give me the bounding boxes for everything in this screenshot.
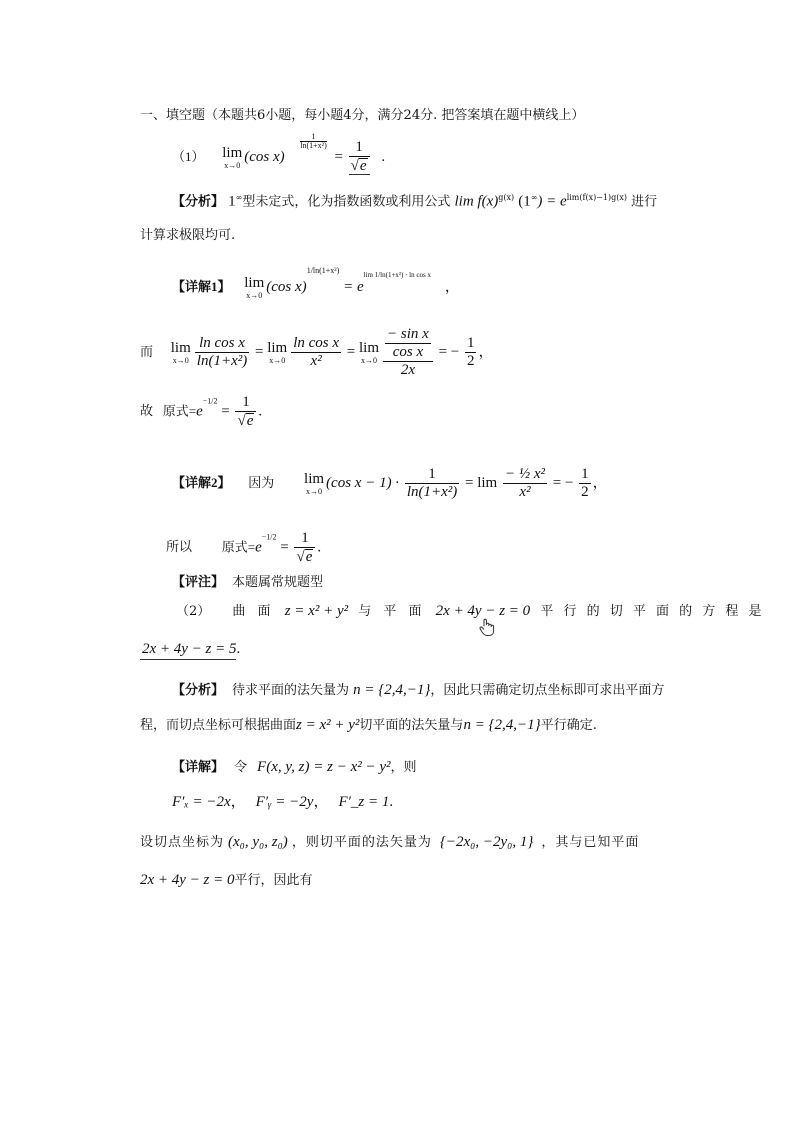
frac-den: √e	[235, 411, 256, 429]
q1-base	[244, 131, 327, 165]
detail-1-e-exp: lim 1/ln(1+x²) · ln cos x	[363, 271, 431, 279]
analysis-2-label: 【分析】	[172, 683, 225, 698]
detail-3-func: F(x, y, z) = z − x² − y²	[257, 759, 391, 775]
detail-3b-normal: {−2x₀, −2y₀, 1}	[439, 834, 534, 850]
q1-ans-den: √e	[349, 156, 370, 174]
detail-2b-eq: =	[280, 539, 289, 556]
detail-3b-text-a: 设切点坐标为	[140, 835, 225, 850]
detail-1b-er: 而	[140, 343, 154, 359]
q1-ans-num: 1	[355, 139, 363, 155]
partial-period: .	[389, 794, 394, 810]
question-2	[176, 604, 765, 619]
lim-word: lim	[267, 339, 288, 356]
detail-2-frac-1	[405, 467, 459, 500]
lim-sub: x→0	[224, 160, 241, 170]
partial-sep-1: ，	[230, 794, 246, 810]
sqrt-rad: e	[246, 413, 254, 429]
analysis-2-text-b: ，因此只需确定切点坐标即可求出平面方	[430, 683, 665, 698]
lim-sub: x→0	[306, 486, 323, 496]
frac-num: − ½ x²	[504, 466, 545, 482]
analysis-2-line2-vec: n = {2,4,−1}	[463, 717, 541, 733]
frac-den: ln(1+x²)	[196, 353, 248, 369]
analysis-1-formula-mid-sup: ∞	[530, 193, 538, 202]
partials	[172, 795, 393, 810]
question-1	[172, 131, 386, 175]
detail-1-comma: ，	[444, 279, 460, 295]
analysis-2-line2-c: 平行确定.	[540, 718, 597, 733]
analysis-1-formula: lim f(x)	[454, 193, 499, 210]
frac-den: x²	[291, 352, 341, 369]
answer-underline	[140, 659, 236, 660]
analysis-2-line-1	[172, 683, 664, 698]
analysis-2-line2-b: 切平面的法矢量与	[359, 718, 464, 733]
frac-den: 2	[581, 484, 589, 500]
detail-3b-line2-text: 平行，因此有	[234, 873, 313, 888]
frac-den: 2	[466, 353, 475, 369]
detail-1c-e: e	[196, 403, 203, 420]
frac-den: ln(1+x²)	[406, 484, 458, 500]
detail-2	[172, 467, 608, 500]
analysis-1-text-c: 进行	[631, 194, 658, 210]
detail-2-res-frac	[579, 467, 591, 500]
q1-base-text: (cos x)	[244, 148, 285, 165]
sqrt-rad: e	[305, 549, 313, 565]
detail-3b-point: (x₀, y₀, z₀)	[228, 834, 288, 850]
detail-1b-frac-3	[383, 327, 433, 378]
detail-3b-text-c: ，其与已知平面	[541, 835, 640, 850]
detail-2-comma: ，	[592, 474, 608, 491]
inner-num: − sin x	[387, 326, 429, 342]
detail-2b-e: e	[255, 539, 262, 556]
detail-1b-lim-3	[359, 341, 379, 365]
partial-fy: F′ᵧ = −2y	[255, 794, 314, 810]
lim-word: lim	[359, 339, 380, 356]
detail-1	[172, 267, 460, 300]
analysis-1-line-1	[172, 194, 657, 209]
q2-period: .	[236, 641, 241, 657]
frac-den: √e	[294, 547, 315, 565]
detail-1b-comma: ，	[478, 343, 494, 360]
detail-3b-line-1	[140, 835, 639, 850]
detail-1-limit: lim x→0	[244, 274, 265, 300]
lim-sub: x→0	[172, 355, 189, 365]
inner-den: cos x	[385, 343, 431, 360]
detail-1b-result: = −	[438, 343, 460, 360]
detail-2b-label: 原式=	[221, 539, 256, 555]
q1-limit	[222, 146, 242, 170]
q2-text-b: 与 平 面	[358, 604, 426, 619]
analysis-1-formula-mid: (1	[518, 193, 531, 210]
comment-1-text: 本题属常规题型	[232, 575, 324, 590]
frac-num: 1	[428, 466, 436, 482]
frac-den: x²	[503, 483, 547, 500]
q1-exp-den: ln(1+x²)	[300, 140, 327, 150]
q2-surface: z = x² + y²	[284, 603, 349, 619]
detail-3b-line-2	[140, 873, 313, 888]
detail-3	[172, 760, 417, 775]
detail-1c-eq: =	[221, 403, 230, 420]
lim-word: lim	[304, 470, 325, 487]
section-header	[140, 109, 584, 122]
analysis-1-formula-sup: g(x)	[498, 193, 515, 202]
inner-frac	[385, 327, 431, 360]
analysis-1-one: 1	[228, 193, 236, 210]
detail-1c-period: .	[258, 403, 263, 420]
detail-2b-period: .	[317, 539, 322, 556]
q2-answer-line	[142, 642, 240, 657]
q1-period: .	[381, 148, 386, 165]
q1-exponent	[300, 133, 326, 150]
analysis-2-vec: n = {2,4,−1}	[353, 682, 431, 698]
detail-1-eq: = e	[343, 279, 364, 295]
q2-text-a: 曲 面	[232, 604, 275, 619]
q2-plane: 2x + 4y − z = 0	[435, 603, 531, 619]
detail-1-base: (cos x)	[266, 279, 307, 295]
partial-sep-2: ，	[313, 794, 329, 810]
detail-1c-label: 原式=	[162, 403, 197, 419]
q1-exp-num: 1	[311, 131, 316, 141]
detail-2b-exp: −1/2	[261, 532, 277, 542]
partial-fz: F′_z = 1	[338, 794, 390, 810]
detail-3b-plane: 2x + 4y − z = 0	[140, 872, 235, 888]
detail-2-label: 【详解2】	[172, 474, 231, 490]
frac-num: 1	[301, 530, 309, 546]
comment-1	[172, 576, 323, 589]
detail-1c-exp: −1/2	[202, 396, 218, 406]
analysis-1-inf: ∞	[235, 193, 243, 202]
frac-num: 1	[581, 466, 589, 482]
frac-num	[383, 327, 433, 361]
lim-sub: x→0	[269, 355, 286, 365]
detail-2-a: (cos x − 1) ·	[326, 474, 400, 491]
lim-word: lim	[222, 144, 243, 161]
detail-1b-lim-2	[267, 341, 287, 365]
analysis-2-surface: z = x² + y²	[296, 717, 360, 733]
detail-1c	[140, 395, 262, 429]
detail-1-exp: 1/ln(1+x²)	[306, 266, 340, 275]
detail-1b-lim-1	[171, 341, 191, 365]
analysis-1-formula-end-sup: lim(f(x)−1)g(x)	[566, 193, 628, 202]
q2-answer: 2x + 4y − z = 5	[142, 641, 237, 657]
section-note: （本题共6小题，每小题4分，满分24分. 把答案填在题中横线上）	[205, 108, 585, 123]
analysis-1-text: 型未定式，化为指数函数或利用公式	[242, 194, 451, 210]
detail-3-ze: ，则	[390, 760, 417, 775]
detail-1-label: 【详解1】	[172, 279, 231, 294]
frac-den: 2x	[383, 361, 433, 378]
analysis-1-label: 【分析】	[172, 194, 225, 210]
q1-equals: =	[334, 148, 343, 165]
detail-2-result: = −	[552, 474, 574, 491]
analysis-2-line2-a: 程，而切点坐标可根据曲面	[140, 718, 297, 733]
q2-text-c: 平 行 的 切 平 面 的 方 程 是	[540, 604, 765, 619]
frac-num: 1	[242, 394, 250, 410]
detail-1b-eq-2: =	[346, 343, 356, 360]
frac-num: 1	[466, 335, 475, 351]
section-title: 一、填空题	[140, 108, 206, 123]
hand-pointer-icon	[477, 617, 497, 637]
detail-1c-frac	[235, 395, 256, 429]
frac-num: ln cos x	[199, 335, 245, 351]
analysis-2-line-2	[140, 718, 597, 733]
frac-num: ln cos x	[293, 335, 340, 351]
detail-2b-suoyi: 所以	[166, 539, 193, 555]
detail-1b-frac-2	[291, 336, 341, 369]
lim-sub: x→0	[361, 355, 377, 365]
detail-2-lim-1	[304, 472, 324, 496]
detail-3b-text-b: ，则切平面的法矢量为	[291, 835, 432, 850]
detail-2-frac-2	[503, 467, 547, 500]
analysis-2-text-a: 待求平面的法矢量为	[232, 683, 350, 698]
detail-1c-gu: 故	[140, 403, 154, 419]
q1-ans-rad: e	[359, 158, 367, 174]
detail-1-sub: x→0	[246, 290, 263, 300]
detail-3-ling: 令	[234, 760, 248, 775]
detail-1b-frac-1	[195, 336, 249, 369]
detail-1b	[140, 327, 494, 378]
q2-number: （2）	[176, 604, 211, 619]
lim-word: lim	[170, 339, 191, 356]
detail-2b-frac	[294, 531, 315, 565]
analysis-1-line-2: 计算求极限均可.	[140, 228, 236, 243]
detail-2b	[166, 531, 321, 565]
analysis-1-formula-end: ) = e	[537, 193, 567, 210]
q1-number: （1）	[172, 148, 205, 164]
q1-answer	[349, 140, 370, 175]
comment-1-label: 【评注】	[172, 575, 225, 590]
detail-1b-res-frac	[465, 336, 477, 369]
detail-3-label: 【详解】	[172, 760, 225, 775]
detail-1b-eq-1: =	[254, 343, 264, 360]
partial-fx: F′ₓ = −2x	[172, 794, 231, 810]
detail-2-eq: = lim	[465, 474, 498, 491]
detail-2-because: 因为	[248, 474, 275, 490]
